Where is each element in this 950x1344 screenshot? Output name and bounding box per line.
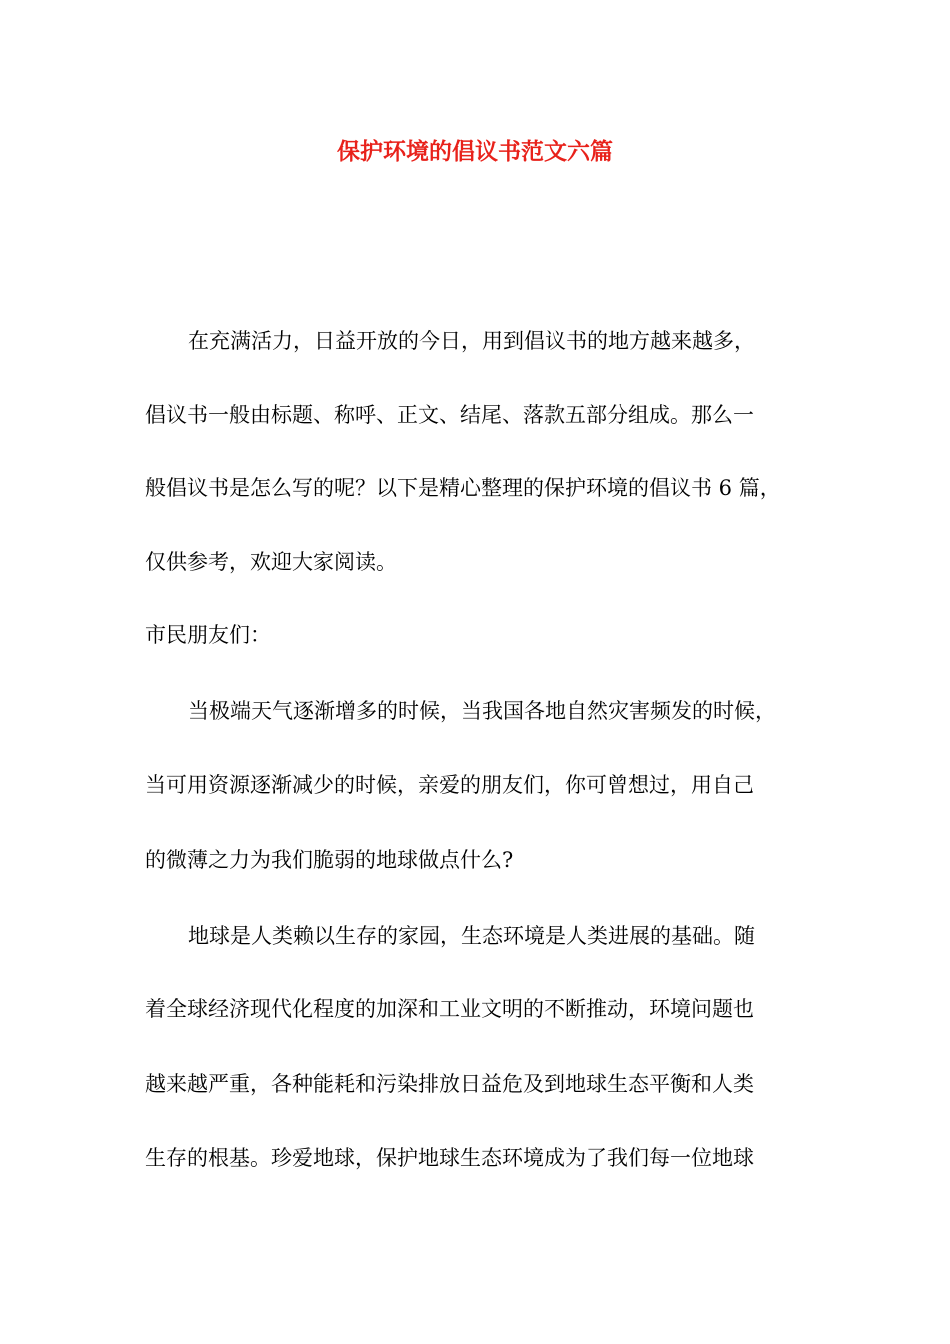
paragraph-line: 般倡议书是怎么写的呢？以下是精心整理的保护环境的倡议书 6 篇， <box>145 476 781 500</box>
paragraph-line: 地球是人类赖以生存的家园，生态环境是人类进展的基础。随 <box>188 924 755 948</box>
paragraph-line: 着全球经济现代化程度的加深和工业文明的不断推动，环境问题也 <box>145 997 754 1021</box>
paragraph-line: 仅供参考，欢迎大家阅读。 <box>145 550 397 574</box>
paragraph-line: 在充满活力，日益开放的今日，用到倡议书的地方越来越多， <box>188 329 755 353</box>
paragraph-line: 当可用资源逐渐减少的时候，亲爱的朋友们，你可曾想过，用自己 <box>145 773 754 797</box>
paragraph-line: 生存的根基。珍爱地球，保护地球生态环境成为了我们每一位地球 <box>145 1146 754 1170</box>
paragraph-line: 的微薄之力为我们脆弱的地球做点什么? <box>145 848 514 872</box>
salutation-line: 市民朋友们： <box>145 623 271 647</box>
paragraph-line: 越来越严重，各种能耗和污染排放日益危及到地球生态平衡和人类 <box>145 1072 754 1096</box>
paragraph-line: 倡议书一般由标题、称呼、正文、结尾、落款五部分组成。那么一 <box>145 403 754 427</box>
paragraph-line: 当极端天气逐渐增多的时候，当我国各地自然灾害频发的时候， <box>188 699 776 723</box>
document-title: 保护环境的倡议书范文六篇 <box>337 138 613 165</box>
